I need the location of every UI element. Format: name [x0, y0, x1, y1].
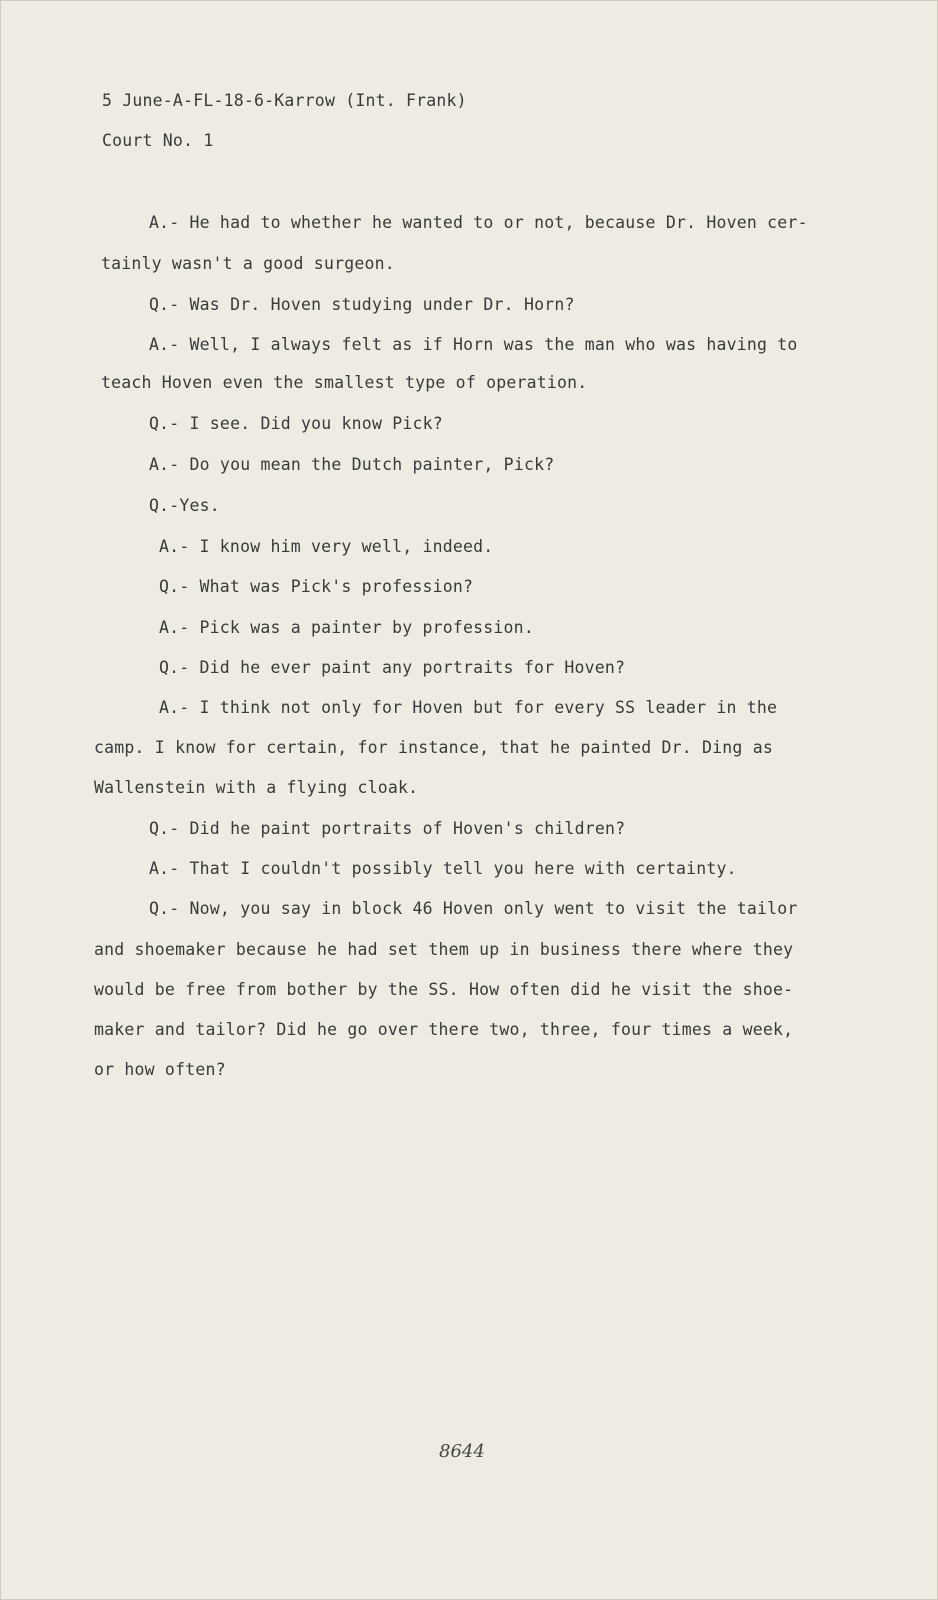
text-line: Q.- I see. Did you know Pick? — [149, 414, 443, 433]
text-line: Wallenstein with a flying cloak. — [94, 778, 419, 797]
text-line: A.- I think not only for Hoven but for every SS leader in the — [159, 698, 778, 717]
text-line: A.- Pick was a painter by profession. — [159, 618, 534, 637]
text-line: camp. I know for certain, for instance, that he painted Dr. Ding as — [94, 738, 773, 757]
text-line: A.- That I couldn't possibly tell you here with certainty. — [149, 859, 737, 878]
header-reference: 5 June-A-FL-18-6-Karrow (Int. Frank) — [102, 91, 467, 110]
text-line: Q.- What was Pick's profession? — [159, 577, 474, 596]
text-line: or how often? — [94, 1060, 226, 1079]
header-court: Court No. 1 — [102, 131, 214, 150]
text-line: and shoemaker because he had set them up in business there where they — [94, 940, 794, 959]
text-line: would be free from bother by the SS. How often did he visit the shoe- — [94, 980, 794, 999]
text-line: teach Hoven even the smallest type of operation. — [101, 373, 588, 392]
text-line: A.- Well, I always felt as if Horn was the man who was having to — [149, 335, 798, 354]
text-line: Q.- Did he paint portraits of Hoven's children? — [149, 819, 626, 838]
text-line: tainly wasn't a good surgeon. — [101, 254, 395, 273]
text-line: Q.-Yes. — [149, 496, 220, 515]
text-line: Q.- Was Dr. Hoven studying under Dr. Horn? — [149, 295, 575, 314]
text-line: A.- I know him very well, indeed. — [159, 537, 494, 556]
text-line: A.- Do you mean the Dutch painter, Pick? — [149, 455, 555, 474]
page-number: 8644 — [439, 1441, 485, 1462]
text-line: maker and tailor? Did he go over there two, three, four times a week, — [94, 1020, 794, 1039]
text-line: A.- He had to whether he wanted to or not, because Dr. Hoven cer- — [149, 213, 808, 232]
text-line: Q.- Did he ever paint any portraits for Hoven? — [159, 658, 626, 677]
text-line: Q.- Now, you say in block 46 Hoven only went to visit the tailor — [149, 899, 798, 918]
